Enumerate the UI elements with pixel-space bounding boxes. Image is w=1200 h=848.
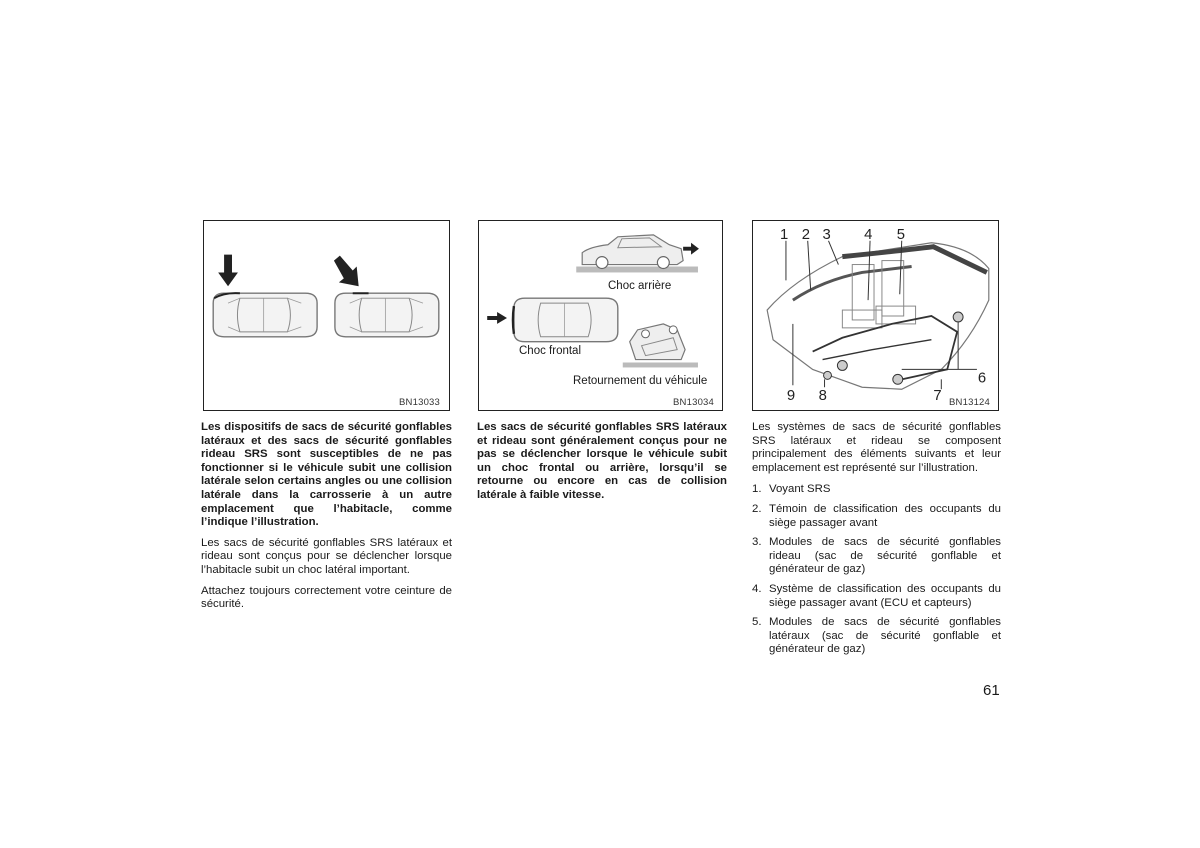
figure-code: BN13033 bbox=[399, 397, 441, 408]
component-locations-illustration bbox=[753, 221, 998, 410]
figure-impact-types bbox=[478, 220, 723, 411]
label-2: 2 bbox=[801, 226, 811, 243]
list-item: 5. Modules de sacs de sécurité gonflables latéraux (sac de sécurité gonflable et générateur de gaz) bbox=[752, 616, 1001, 656]
column-1 bbox=[201, 421, 452, 619]
page-number: 61 bbox=[983, 682, 1000, 699]
column-3 bbox=[752, 421, 1001, 663]
label-1: 1 bbox=[780, 226, 789, 243]
list-item: 2. Témoin de classification des occupants du siège passager avant bbox=[752, 502, 1001, 529]
arrow-down-icon bbox=[218, 255, 238, 287]
arrow-left-icon bbox=[683, 243, 699, 255]
warning-text: Les sacs de sécurité gonflables SRS latéraux et rideau sont généralement conçus pour ne pas se déclencher lorsque le véhicule subit un choc frontal ou arrière, lorsqu’il se retourne ou encore en cas de collision latérale à faible vitesse. bbox=[477, 421, 727, 501]
figure-component-locations bbox=[752, 220, 999, 411]
label-6: 6 bbox=[977, 370, 987, 387]
caption-rollover: Retournement du véhicule bbox=[573, 375, 708, 387]
caption-rear-impact: Choc arrière bbox=[608, 280, 672, 292]
label-5: 5 bbox=[896, 226, 906, 243]
label-9: 9 bbox=[786, 388, 796, 405]
figure-code: BN13124 bbox=[949, 397, 991, 408]
arrow-diagonal-icon bbox=[334, 256, 359, 287]
body-paragraph: Les systèmes de sacs de sécurité gonflables SRS latéraux et rideau se composent principalement des éléments suivants et leur emplacement est représenté sur l’illustration. bbox=[752, 421, 1001, 474]
figure-side-collision bbox=[203, 220, 450, 411]
list-item: 3. Modules de sacs de sécurité gonflables rideau (sac de sécurité gonflable et générateur de gaz) bbox=[752, 536, 1001, 576]
list-item: 1. Voyant SRS bbox=[752, 483, 831, 496]
arrow-right-icon bbox=[487, 312, 507, 324]
column-2 bbox=[477, 421, 727, 510]
label-3: 3 bbox=[822, 226, 831, 243]
body-paragraph: Les sacs de sécurité gonflables SRS latéraux et rideau sont conçus pour se déclencher lorsque l’habitacle subit un choc latéral important. bbox=[201, 536, 452, 576]
figure-code: BN13034 bbox=[673, 397, 715, 408]
component-list bbox=[752, 483, 1001, 657]
list-item: 4. Système de classification des occupants du siège passager avant (ECU et capteurs) bbox=[752, 582, 1001, 609]
label-4: 4 bbox=[864, 226, 873, 243]
warning-text: Les dispositifs de sacs de sécurité gonflables latéraux et des sacs de sécurité gonflables rideau SRS sont susceptibles de ne pas fonctionner si le véhicule subit une collision latérale selon certains angles ou une collision latérale dans la carrosserie à un autre emplacement que l’habitacle, comme l’indique l’illustration. bbox=[201, 421, 452, 529]
side-collision-illustration bbox=[204, 221, 449, 410]
caption-front-impact: Choc frontal bbox=[519, 345, 582, 357]
label-8: 8 bbox=[818, 388, 827, 405]
label-7: 7 bbox=[933, 388, 942, 405]
body-paragraph: Attachez toujours correctement votre ceinture de sécurité. bbox=[201, 584, 452, 611]
